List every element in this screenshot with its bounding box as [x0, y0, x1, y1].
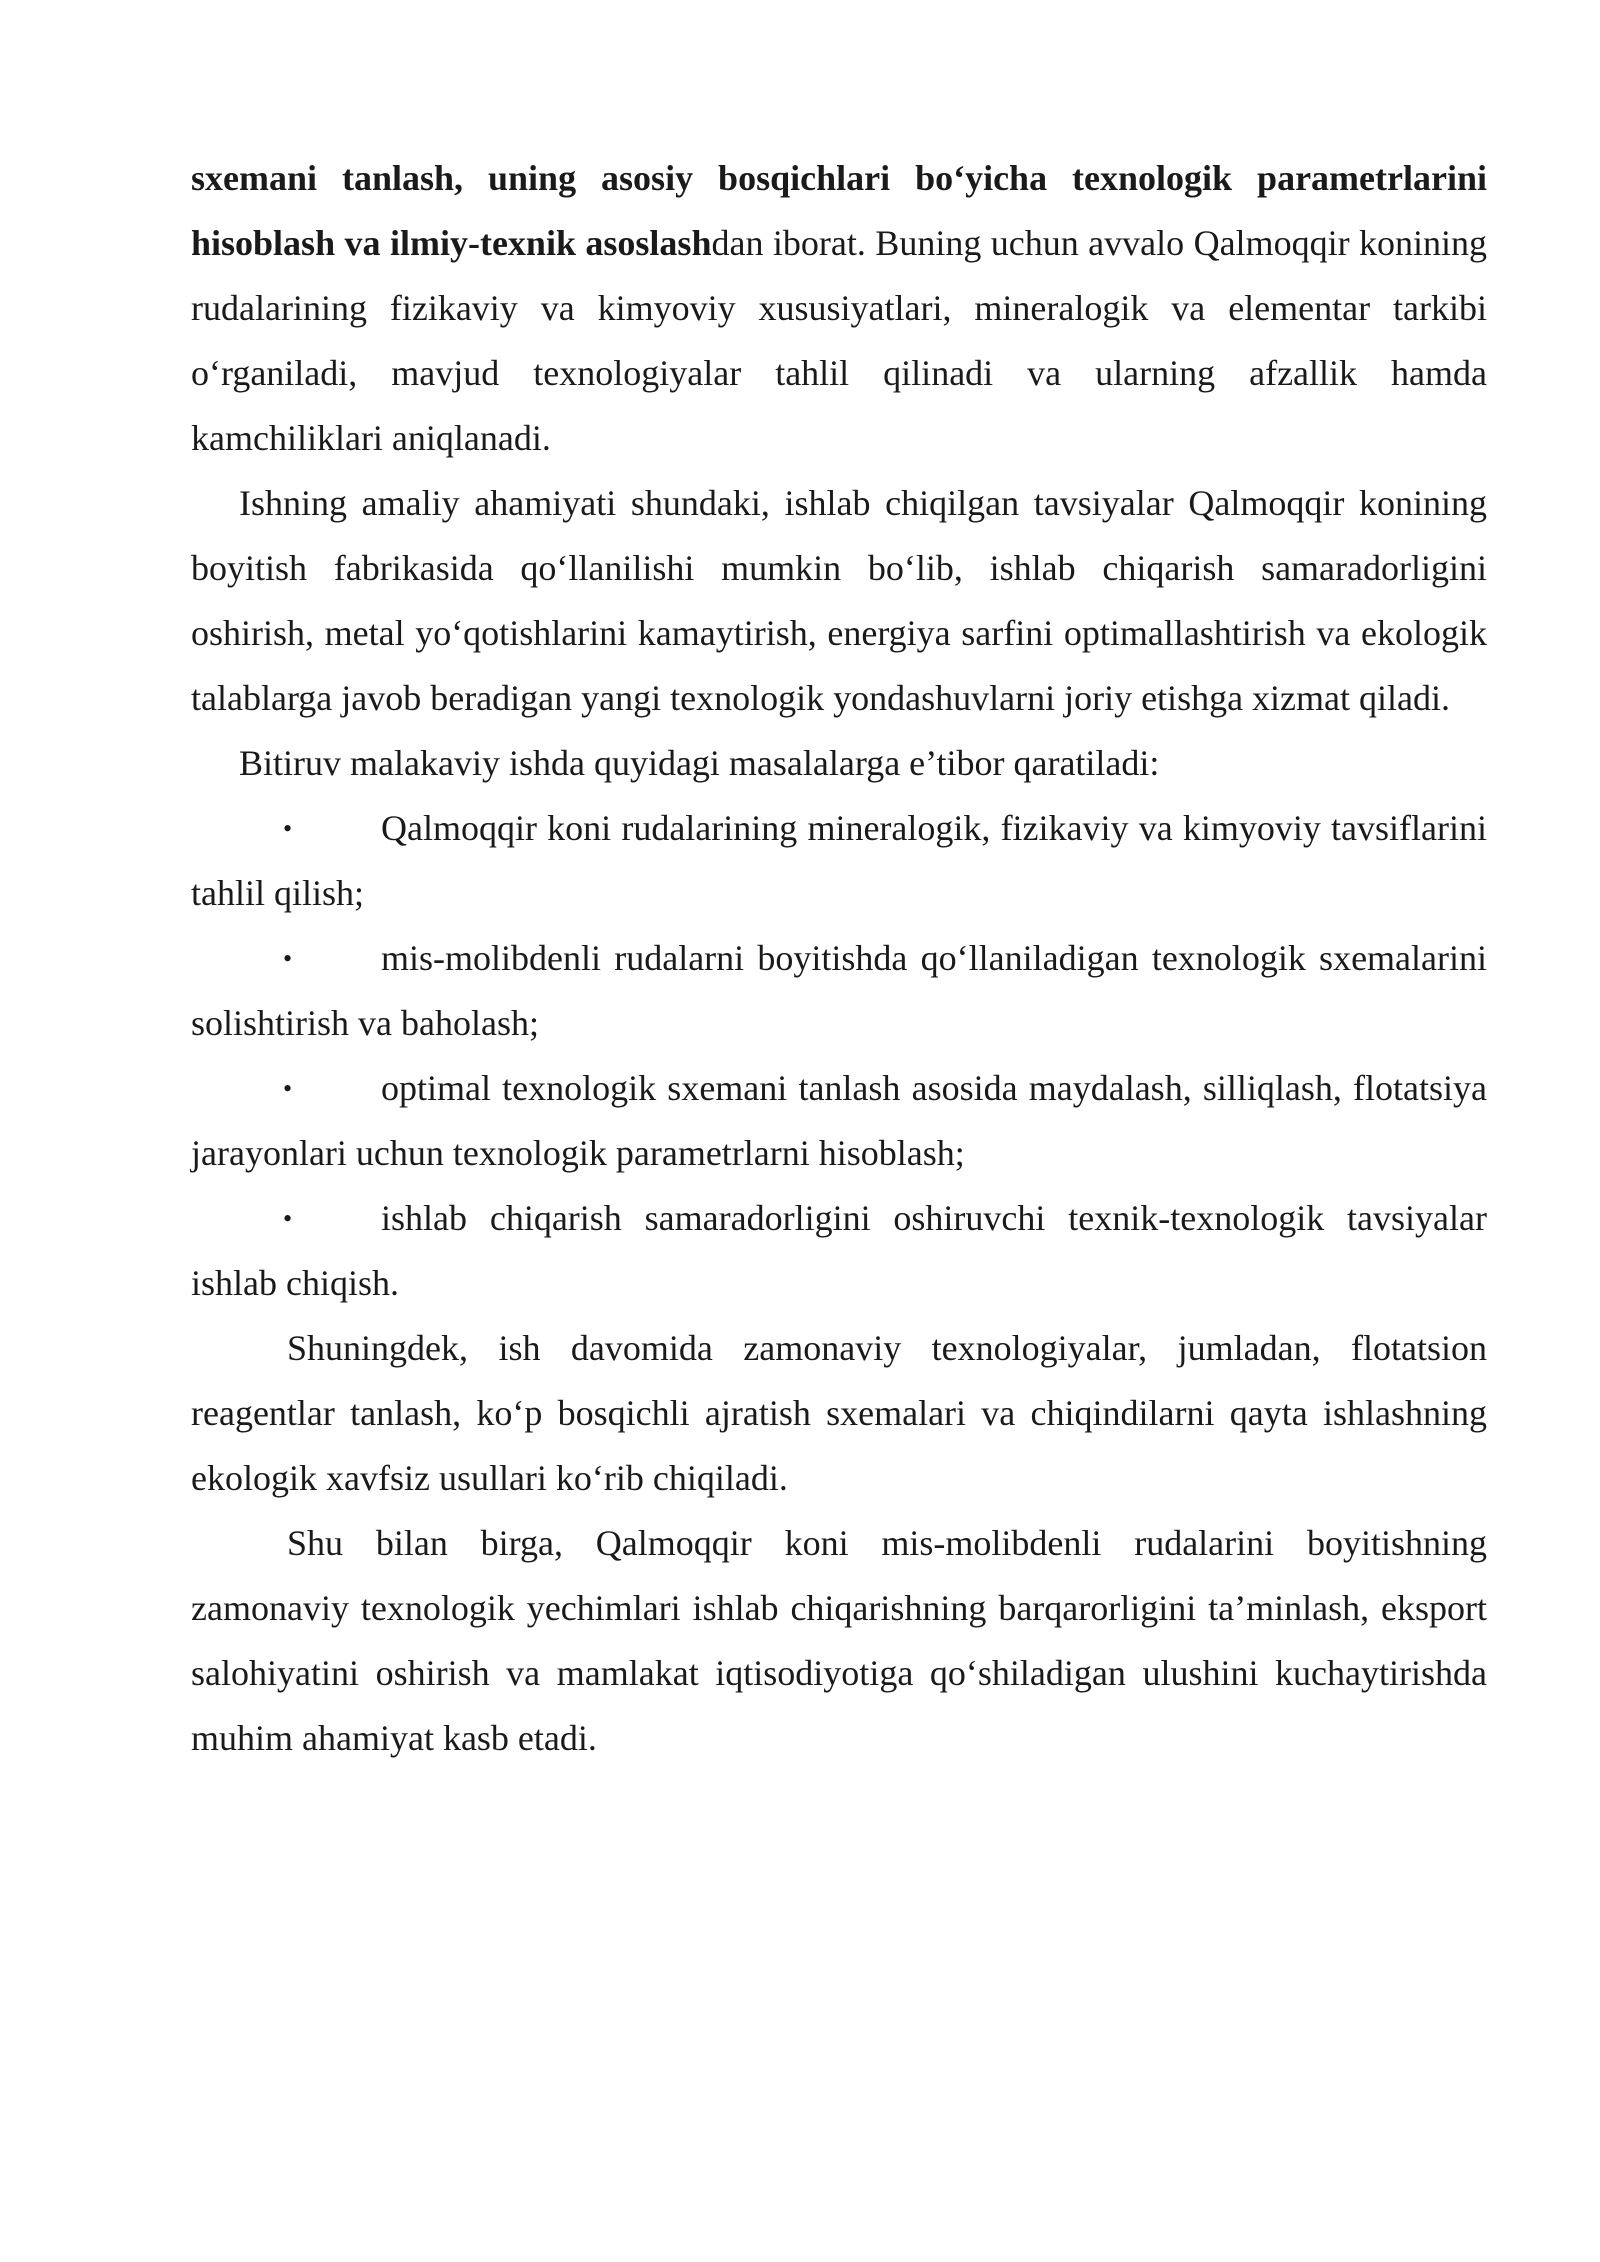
- bullet-text: optimal texnologik sxemani tanlash asosida maydalash, silliqlash, flotatsiya jarayonlari uchun texnologik parametrlarni hisoblash;: [191, 1068, 1487, 1173]
- paragraph-modern-technologies: Shuningdek, ish davomida zamonaviy texnologiyalar, jumladan, flotatsion reagentlar tanlash, ko‘p bosqichli ajratish sxemalari va chiqindilarni qayta ishlashning ekologik xavfsiz usullari ko‘rib chiqiladi.: [191, 1328, 1487, 1498]
- bullet-item: [191, 1186, 1487, 1316]
- paragraph-text-span: dan iborat. Buning uchun avvalo Qalmoqqir konining rudalarining fizikaviy va kimyoviy xususiyatlari, mineralogik va elementar tarkibi o‘rganiladi, mavjud texnologiyalar tahlil qilinadi va ularning afzallik hamda kamchiliklari aniqlanadi.: [191, 223, 1487, 458]
- bullet-dot-icon: •: [283, 1074, 293, 1103]
- bullet-text: mis-molibdenli rudalarni boyitishda qo‘llaniladigan texnologik sxemalarini solishtirish va baholash;: [191, 938, 1487, 1043]
- paragraph-tasks-intro: Bitiruv malakaviy ishda quyidagi masalalarga e’tibor qaratiladi:: [239, 743, 1160, 783]
- bullet-item: [191, 1056, 1487, 1186]
- bullet-text: Qalmoqqir koni rudalarining mineralogik, fizikaviy va kimyoviy tavsiflarini tahlil qilish;: [191, 808, 1487, 913]
- bullet-dot-icon: •: [283, 944, 293, 973]
- paragraph-practical-significance: Ishning amaliy ahamiyati shundaki, ishlab chiqilgan tavsiyalar Qalmoqqir konining boyitish fabrikasida qo‘llanilishi mumkin bo‘lib, ishlab chiqarish samaradorligini oshirish, metal yo‘qotishlarini kamaytirish, energiya sarfini optimallashtirish va ekologik talablarga javob beradigan yangi texnologik yondashuvlarni joriy etishga xizmat qiladi.: [191, 483, 1487, 718]
- bullet-text: ishlab chiqarish samaradorligini oshiruvchi texnik-texnologik tavsiyalar ishlab chiqish.: [191, 1198, 1487, 1303]
- paragraph-intro-continuation: [191, 146, 1487, 471]
- paragraph-conclusion: Shu bilan birga, Qalmoqqir koni mis-molibdenli rudalarini boyitishning zamonaviy texnologik yechimlari ishlab chiqarishning barqarorligini ta’minlash, eksport salohiyatini oshirish va mamlakat iqtisodiyotiga qo‘shiladigan ulushini kuchaytirishda muhim ahamiyat kasb etadi.: [191, 1523, 1487, 1758]
- document-body: [191, 146, 1487, 1771]
- bullet-dot-icon: •: [283, 1204, 293, 1233]
- bold-text-span: sxemani tanlash, uning asosiy bosqichlari bo‘yicha texnologik parametrlarini hisoblash va ilmiy-texnik asoslash: [191, 158, 1487, 263]
- bullet-dot-icon: •: [283, 814, 293, 843]
- bullet-item: [191, 796, 1487, 926]
- bullet-item: [191, 926, 1487, 1056]
